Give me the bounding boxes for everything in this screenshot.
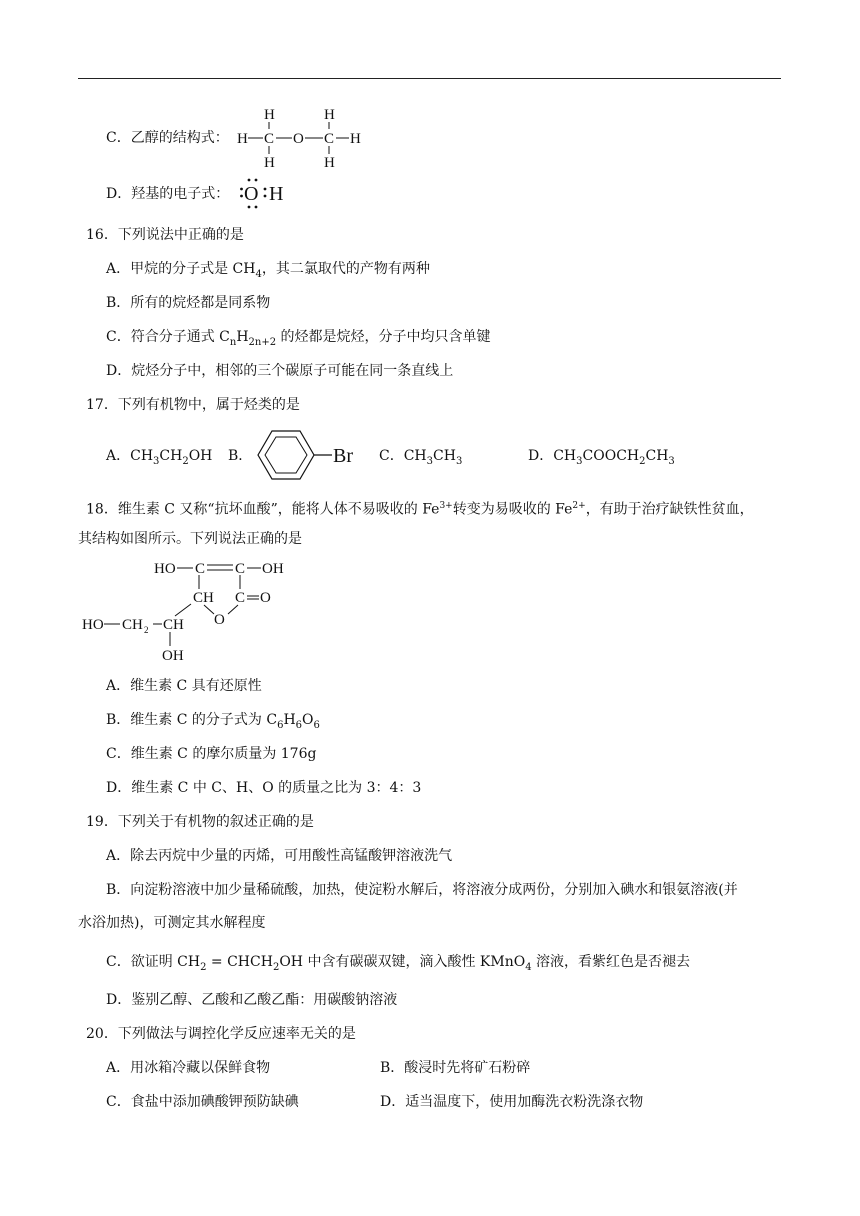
q20-option-c: C．食盐中添加碘酸钾预防缺碘 bbox=[106, 1094, 299, 1110]
atom-br: Br bbox=[333, 445, 353, 467]
q16-option-b: B．所有的烷烃都是同系物 bbox=[106, 295, 271, 311]
q18-option-b: B．维生素 C 的分子式为 $C_6H_6O_6$ bbox=[106, 712, 320, 731]
q18-option-c: C．维生素 C 的摩尔质量为 176g bbox=[106, 746, 317, 762]
q19-option-b-line1: B．向淀粉溶液中加少量稀硫酸，加热，使淀粉水解后，将溶液分成两份，分别加入碘水和银氨溶液(并 bbox=[106, 882, 738, 898]
q20-option-a: A．用冰箱冷藏以保鲜食物 bbox=[106, 1060, 271, 1076]
vitc-label: HO bbox=[82, 617, 104, 633]
vitamin-c-structure bbox=[80, 556, 300, 666]
vitc-label: C bbox=[195, 561, 206, 577]
q19-stem: 19．下列关于有机物的叙述正确的是 bbox=[86, 814, 314, 830]
q18-stem-line2: 其结构如图所示。下列说法正确的是 bbox=[78, 531, 302, 547]
q17-stem: 17．下列有机物中，属于烃类的是 bbox=[86, 397, 300, 413]
atom-o: O bbox=[244, 183, 259, 205]
vitc-label: 2 bbox=[144, 625, 149, 635]
q17-option-b: B． bbox=[228, 448, 253, 464]
atom-o: O bbox=[293, 131, 304, 147]
q19-option-b-line2: 水浴加热)，可测定其水解程度 bbox=[78, 915, 266, 931]
hydroxyl-electron-formula bbox=[240, 177, 290, 211]
q20-stem: 20．下列做法与调控化学反应速率无关的是 bbox=[86, 1026, 356, 1042]
vitc-label: HO bbox=[154, 561, 176, 577]
atom-c: C bbox=[324, 131, 335, 147]
vitc-label: CH bbox=[193, 590, 214, 606]
vitc-label: CH bbox=[163, 617, 184, 633]
atom-h: H bbox=[264, 155, 275, 170]
atom-h: H bbox=[350, 131, 361, 147]
q19-option-c: C．欲证明 $CH_2$ = $CHCH_2OH$ 中含有碳碳双键，滴入酸性 KMnO$_4$ 溶液，看紫红色是否褪去 bbox=[106, 954, 691, 973]
q16-option-c: C．符合分子通式 $C_nH_{2n+2}$ 的烃都是烷烃，分子中均只含单键 bbox=[106, 329, 491, 348]
bromobenzene-structure bbox=[252, 425, 366, 485]
atom-h: H bbox=[264, 107, 275, 123]
q19-option-a: A．除去丙烷中少量的丙烯，可用酸性高锰酸钾溶液洗气 bbox=[106, 848, 453, 864]
atom-h: H bbox=[324, 107, 335, 123]
q16-option-d: D．烷烃分子中，相邻的三个碳原子可能在同一条直线上 bbox=[106, 363, 454, 379]
vitc-label: OH bbox=[162, 648, 184, 664]
q16-stem: 16．下列说法中正确的是 bbox=[86, 227, 244, 243]
vitc-label: C bbox=[235, 561, 246, 577]
q15-option-d: D．羟基的电子式： bbox=[106, 186, 230, 202]
q18-option-d: D．维生素 C 中 C、H、O 的质量之比为 3：4：3 bbox=[106, 780, 422, 796]
atom-h: H bbox=[237, 131, 248, 147]
q17-option-a: A．$CH_3CH_2OH$ bbox=[106, 448, 213, 467]
vitc-label: O bbox=[260, 590, 271, 606]
vitc-label: C bbox=[235, 590, 246, 606]
atom-h: H bbox=[324, 155, 335, 170]
q20-option-b: B．酸浸时先将矿石粉碎 bbox=[380, 1060, 531, 1076]
q20-option-d: D．适当温度下，使用加酶洗衣粉洗涤衣物 bbox=[380, 1094, 644, 1110]
vitc-label: OH bbox=[262, 561, 284, 577]
q15-option-c: C．乙醇的结构式： bbox=[106, 130, 229, 146]
atom-h: H bbox=[269, 183, 284, 205]
ethanol-structure-diagram bbox=[234, 104, 364, 170]
q17-option-d: D．$CH_3COOCH_2CH_3$ bbox=[528, 448, 675, 467]
q16-option-a: A．甲烷的分子式是 $CH_4$，其二氯取代的产物有两种 bbox=[106, 261, 430, 280]
atom-c: C bbox=[264, 131, 275, 147]
q19-option-d: D．鉴别乙醇、乙酸和乙酸乙酯：用碳酸钠溶液 bbox=[106, 992, 398, 1008]
q18-stem-line1: 18．维生素 C 又称“抗坏血酸”，能将人体不易吸收的 $Fe^{3+}$转变为易吸收的 $Fe^{2+}$，有助于治疗缺铁性贫血， bbox=[86, 501, 754, 518]
vitc-label: O bbox=[214, 612, 225, 628]
header-rule bbox=[78, 78, 781, 79]
q18-option-a: A．维生素 C 具有还原性 bbox=[106, 678, 262, 694]
vitc-label: CH bbox=[122, 617, 143, 633]
q17-option-c: C．$CH_3CH_3$ bbox=[379, 448, 463, 467]
